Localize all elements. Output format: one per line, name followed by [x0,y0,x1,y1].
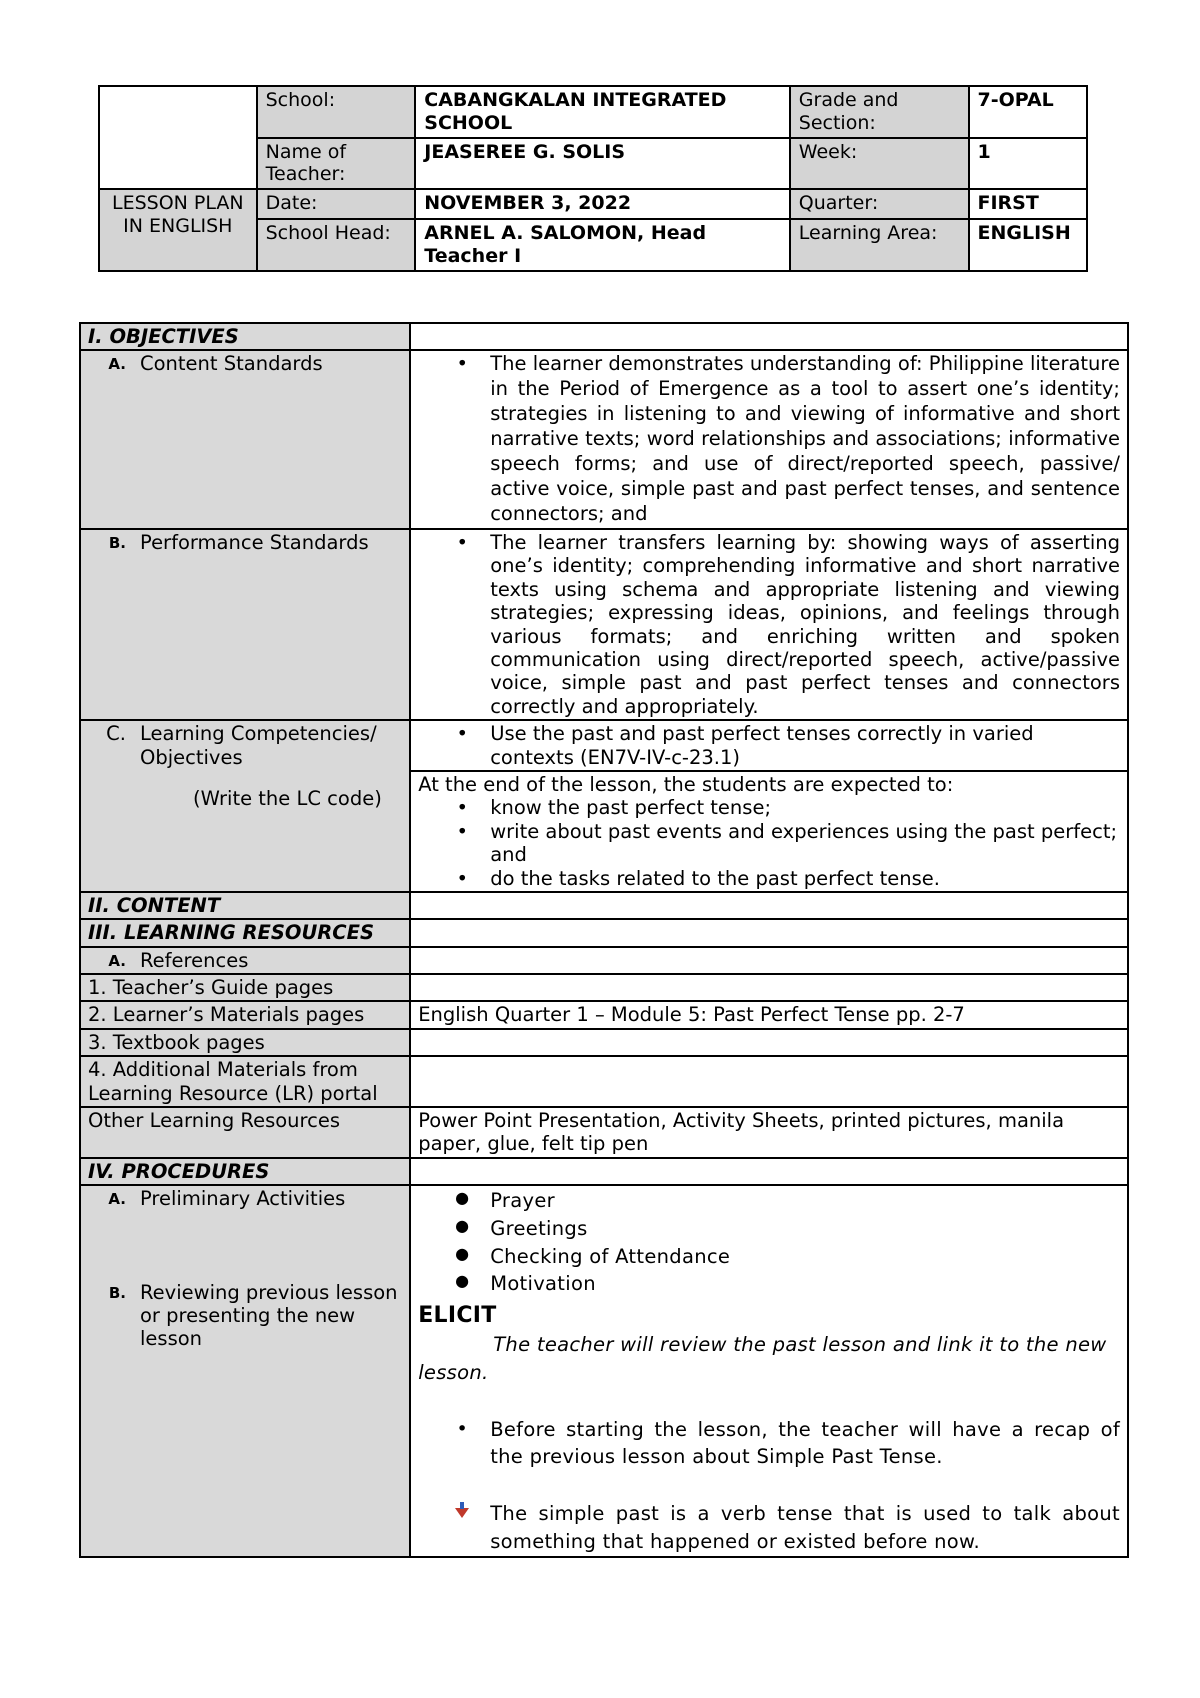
references-marker: A. [108,951,126,970]
performance-standards-label: Performance Standards [140,531,369,555]
additional-materials-label: 4. Additional Materials from Learning Resource (LR) portal [80,1056,410,1107]
content-standards-marker: A. [108,355,126,374]
logo-blank-cell [99,86,257,189]
elicit-description: The teacher will review the past lesson and link it to the new lesson. [418,1333,1107,1384]
list-item: • write about past events and experiences using the past perfect; and [418,820,1120,867]
other-resources-value: Power Point Presentation, Activity Sheets, printed pictures, manila paper, glue, felt tip pen [410,1107,1128,1158]
lesson-objectives-list [418,796,1120,890]
content-standards-text: The learner demonstrates understanding of: Philippine literature in the Period of Emergence as a tool to assert one’s identity; strategies in listening to and viewing of informative and short narrative texts; word relationships and associations; informative speech forms; and use of direct/reported speech, passive/ active voice, simple past and past perfect tenses, and sentence connectors; and [490,352,1120,526]
learning-competencies-label: Learning Competencies/ Objectives [140,722,377,769]
bullet-icon: • [456,796,468,820]
date-label: Date: [257,189,416,219]
elicit-title: ELICIT [418,1302,497,1328]
area-value: ENGLISH [969,219,1088,271]
grade-value: 7-OPAL [969,86,1088,138]
bullet-icon: ● [455,1271,470,1291]
preliminary-marker: A. [108,1190,126,1209]
list-item: ● Greetings [418,1215,1120,1243]
list-item: ● Checking of Attendance [418,1243,1120,1271]
list-item [418,1500,1120,1555]
bullet-icon: ● [455,1188,470,1208]
reviewing-label: Reviewing previous lesson or presenting the new lesson [140,1280,398,1351]
list-item: • know the past perfect tense; [418,796,1120,819]
date-value: NOVEMBER 3, 2022 [415,189,790,219]
lc-code-note: (Write the LC code) [193,786,382,810]
content-standards-cell [80,350,410,529]
performance-standards-cell [80,529,410,720]
lesson-objectives-intro: At the end of the lesson, the students are expected to: [418,772,954,796]
reviewing-marker: B. [108,1283,126,1302]
week-label: Week: [790,138,969,190]
school-label: School: [257,86,416,138]
procedures-right-cell [410,1185,1128,1557]
procedures-heading: IV. PROCEDURES [80,1158,410,1185]
week-value: 1 [969,138,1088,190]
performance-standards-text: The learner transfers learning by: showing ways of asserting one’s identity; comprehending informative and short narrative texts using schema and appropriate listening and viewing strategies; expressing ideas, opinions, and feelings through various formats; and enriching written and spoken communication using direct/reported speech, active/passive voice, simple past and past perfect tenses and connectors correctly and appropriately. [490,531,1120,718]
bullet-icon: ● [455,1215,470,1235]
bullet-icon: • [456,819,468,843]
quarter-label: Quarter: [790,189,969,219]
preliminary-label: Preliminary Activities [140,1187,346,1211]
references-cell [80,947,410,974]
learning-competencies-cell [80,720,410,892]
bullet-icon: • [456,531,468,555]
header-table [98,85,1088,272]
lesson-plan-table [79,322,1129,1558]
bullet-icon: ● [455,1243,470,1263]
learning-resources-heading: III. LEARNING RESOURCES [80,919,410,946]
learning-competencies-marker: C. [106,722,126,746]
objectives-heading: I. OBJECTIVES [80,323,410,350]
recap-text: Before starting the lesson, the teacher will have a recap of the previous lesson about Simple Past Tense. [490,1417,1120,1469]
learning-competency-text-cell [410,720,1128,771]
textbook-label: 3. Textbook pages [80,1029,410,1056]
list-item [418,1416,1120,1471]
bullet-icon: • [456,866,468,890]
bullet-icon: • [456,352,468,376]
plan-title: LESSON PLAN IN ENGLISH [99,189,257,271]
learning-competency-text: Use the past and past perfect tenses correctly in varied contexts (EN7V-IV-c-23.1) [490,722,1034,769]
area-label: Learning Area: [790,219,969,271]
list-item: ● Prayer [418,1187,1120,1215]
teacher-value: JEASEREE G. SOLIS [415,138,790,190]
head-value: ARNEL A. SALOMON, Head Teacher I [415,219,790,271]
performance-standards-text-cell [410,529,1128,720]
school-value: CABANGKALAN INTEGRATED SCHOOL [415,86,790,138]
bullet-icon: • [456,722,468,746]
bullet-icon: • [456,1417,468,1440]
content-standards-label: Content Standards [140,352,323,376]
list-item: • do the tasks related to the past perfect tense. [418,867,1120,890]
references-label: References [140,948,249,972]
performance-standards-marker: B. [108,534,126,553]
learners-materials-label: 2. Learner’s Materials pages [80,1001,410,1028]
list-item: ● Motivation [418,1270,1120,1298]
content-standards-text-cell [410,350,1128,529]
preliminary-list [418,1187,1120,1298]
quarter-value: FIRST [969,189,1088,219]
grade-label: Grade and Section: [790,86,969,138]
content-heading: II. CONTENT [80,892,410,919]
procedures-left-cell [80,1185,410,1557]
definition-text: The simple past is a verb tense that is used to talk about something that happened or existed before now. [490,1501,1120,1553]
learners-materials-value: English Quarter 1 – Module 5: Past Perfect Tense pp. 2-7 [410,1001,1128,1028]
teacher-label: Name of Teacher: [257,138,416,190]
arrow-down-icon [455,1508,469,1518]
lesson-objectives-cell [410,771,1128,892]
teachers-guide-label: 1. Teacher’s Guide pages [80,974,410,1001]
other-resources-label: Other Learning Resources [80,1107,410,1158]
head-label: School Head: [257,219,416,271]
